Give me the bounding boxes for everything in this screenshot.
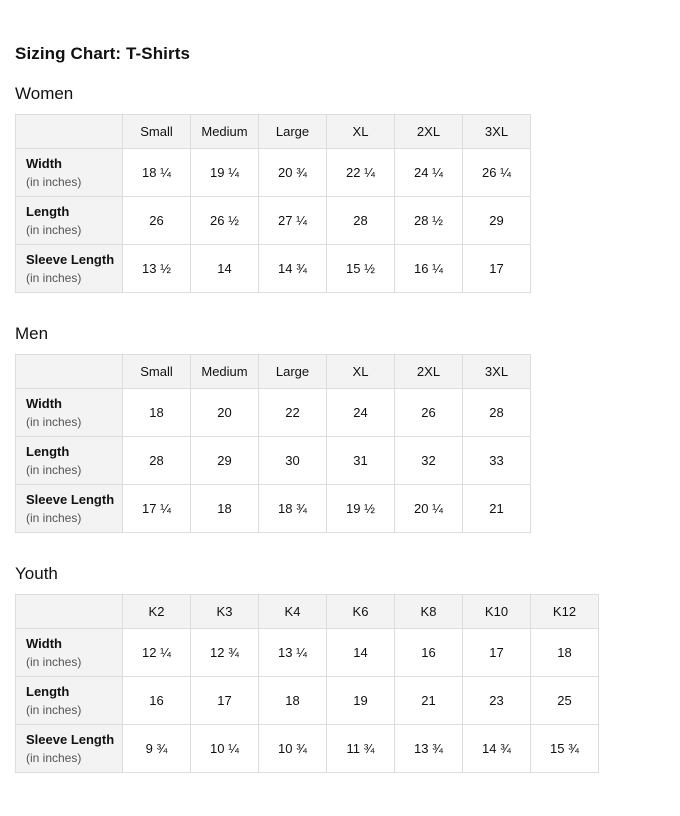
table-cell: 13 ¼ xyxy=(259,629,327,677)
table-row xyxy=(16,485,531,533)
row-label: Width xyxy=(26,155,62,171)
column-header: K10 xyxy=(463,595,531,629)
table-row xyxy=(16,389,531,437)
row-label: Length xyxy=(26,683,70,699)
table-cell: 21 xyxy=(395,677,463,725)
table-cell: 18 xyxy=(191,485,259,533)
column-header: 3XL xyxy=(463,115,531,149)
table-cell: 22 ¼ xyxy=(327,149,395,197)
row-header xyxy=(16,485,123,533)
table-cell: 10 ¼ xyxy=(191,725,259,773)
column-header: K6 xyxy=(327,595,395,629)
table-cell: 11 ¾ xyxy=(327,725,395,773)
table-cell: 26 xyxy=(395,389,463,437)
table-cell: 14 ¾ xyxy=(463,725,531,773)
table-cell: 28 xyxy=(327,197,395,245)
table-cell: 18 xyxy=(123,389,191,437)
table-cell: 27 ¼ xyxy=(259,197,327,245)
row-unit: (in inches) xyxy=(26,414,82,429)
row-label: Width xyxy=(26,395,62,411)
table-header-row xyxy=(16,115,531,149)
table-cell: 26 xyxy=(123,197,191,245)
table-header-row xyxy=(16,595,599,629)
column-header: K12 xyxy=(531,595,599,629)
table-cell: 30 xyxy=(259,437,327,485)
table-cell: 24 ¼ xyxy=(395,149,463,197)
table-cell: 16 xyxy=(123,677,191,725)
table-cell: 17 ¼ xyxy=(123,485,191,533)
table-cell: 16 xyxy=(395,629,463,677)
table-header-row xyxy=(16,355,531,389)
row-header xyxy=(16,677,123,725)
table-row xyxy=(16,245,531,293)
column-header: XL xyxy=(327,355,395,389)
row-unit: (in inches) xyxy=(26,750,82,765)
table-cell: 20 xyxy=(191,389,259,437)
row-unit: (in inches) xyxy=(26,654,82,669)
table-cell: 13 ¾ xyxy=(395,725,463,773)
table-cell: 29 xyxy=(463,197,531,245)
table-cell: 14 xyxy=(191,245,259,293)
column-header: Large xyxy=(259,115,327,149)
table-cell: 15 ½ xyxy=(327,245,395,293)
table-cell: 26 ¼ xyxy=(463,149,531,197)
table-cell: 9 ¾ xyxy=(123,725,191,773)
table-cell: 28 xyxy=(123,437,191,485)
table-cell: 23 xyxy=(463,677,531,725)
table-cell: 18 xyxy=(259,677,327,725)
section-title-youth: Youth xyxy=(15,564,58,583)
table-corner-cell xyxy=(16,115,123,149)
column-header: K2 xyxy=(123,595,191,629)
column-header: Small xyxy=(123,355,191,389)
column-header: Small xyxy=(123,115,191,149)
table-cell: 17 xyxy=(191,677,259,725)
table-cell: 18 ¼ xyxy=(123,149,191,197)
row-header xyxy=(16,149,123,197)
table-cell: 13 ½ xyxy=(123,245,191,293)
row-label: Length xyxy=(26,443,70,459)
column-header: 3XL xyxy=(463,355,531,389)
table-cell: 18 ¾ xyxy=(259,485,327,533)
row-unit: (in inches) xyxy=(26,510,82,525)
table-cell: 17 xyxy=(463,245,531,293)
table-cell: 32 xyxy=(395,437,463,485)
table-row xyxy=(16,629,599,677)
row-unit: (in inches) xyxy=(26,222,82,237)
column-header: 2XL xyxy=(395,355,463,389)
table-cell: 19 xyxy=(327,677,395,725)
table-corner-cell xyxy=(16,355,123,389)
row-header xyxy=(16,389,123,437)
column-header: 2XL xyxy=(395,115,463,149)
table-cell: 20 ¼ xyxy=(395,485,463,533)
column-header: XL xyxy=(327,115,395,149)
table-row xyxy=(16,197,531,245)
column-header: Medium xyxy=(191,355,259,389)
section-title-men: Men xyxy=(15,324,49,343)
table-cell: 18 xyxy=(531,629,599,677)
page-title: Sizing Chart: T-Shirts xyxy=(15,44,191,63)
table-cell: 24 xyxy=(327,389,395,437)
table-cell: 21 xyxy=(463,485,531,533)
row-header xyxy=(16,245,123,293)
row-unit: (in inches) xyxy=(26,702,82,717)
table-cell: 12 ¼ xyxy=(123,629,191,677)
table-cell: 26 ½ xyxy=(191,197,259,245)
table-cell: 31 xyxy=(327,437,395,485)
column-header: K4 xyxy=(259,595,327,629)
row-label: Width xyxy=(26,635,62,651)
table-cell: 16 ¼ xyxy=(395,245,463,293)
table-row xyxy=(16,149,531,197)
table-cell: 14 ¾ xyxy=(259,245,327,293)
column-header: K3 xyxy=(191,595,259,629)
row-header xyxy=(16,197,123,245)
table-cell: 28 xyxy=(463,389,531,437)
table-cell: 22 xyxy=(259,389,327,437)
table-row xyxy=(16,725,599,773)
row-label: Sleeve Length xyxy=(26,491,115,507)
section-title-women: Women xyxy=(15,84,74,103)
table-cell: 10 ¾ xyxy=(259,725,327,773)
table-cell: 25 xyxy=(531,677,599,725)
women-size-table xyxy=(15,114,531,293)
table-cell: 28 ½ xyxy=(395,197,463,245)
row-header xyxy=(16,725,123,773)
row-unit: (in inches) xyxy=(26,174,82,189)
column-header: K8 xyxy=(395,595,463,629)
table-row xyxy=(16,677,599,725)
table-cell: 14 xyxy=(327,629,395,677)
row-unit: (in inches) xyxy=(26,270,82,285)
column-header: Large xyxy=(259,355,327,389)
table-cell: 33 xyxy=(463,437,531,485)
row-label: Sleeve Length xyxy=(26,251,115,267)
table-row xyxy=(16,437,531,485)
men-size-table xyxy=(15,354,531,533)
table-cell: 20 ¾ xyxy=(259,149,327,197)
table-cell: 12 ¾ xyxy=(191,629,259,677)
row-unit: (in inches) xyxy=(26,462,82,477)
youth-size-table xyxy=(15,594,599,773)
row-header xyxy=(16,437,123,485)
table-cell: 19 ¼ xyxy=(191,149,259,197)
row-header xyxy=(16,629,123,677)
table-cell: 29 xyxy=(191,437,259,485)
row-label: Sleeve Length xyxy=(26,731,115,747)
table-cell: 19 ½ xyxy=(327,485,395,533)
table-corner-cell xyxy=(16,595,123,629)
row-label: Length xyxy=(26,203,70,219)
column-header: Medium xyxy=(191,115,259,149)
table-cell: 17 xyxy=(463,629,531,677)
table-cell: 15 ¾ xyxy=(531,725,599,773)
